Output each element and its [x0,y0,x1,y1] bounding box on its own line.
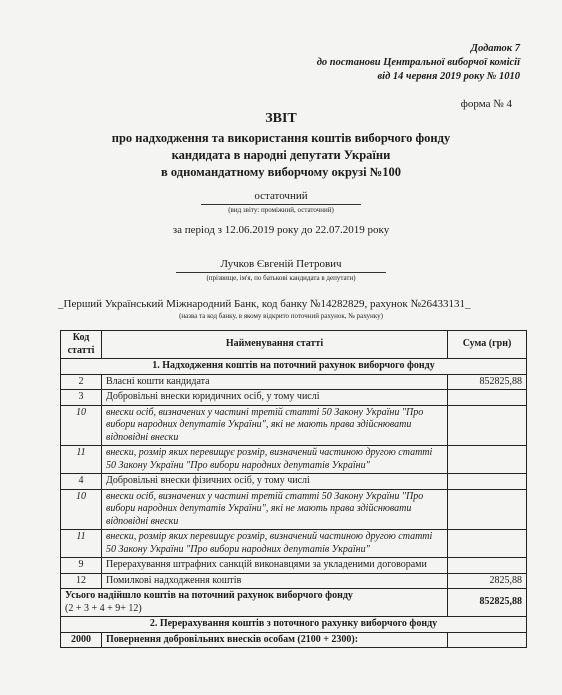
candidate-name: Лучков Євгеній Петрович [220,258,342,270]
candidate-field [0,254,562,283]
row-code: 11 [61,530,102,558]
subtitle-line-3: в одномандатному виборчому окрузі №100 [161,165,401,179]
row-sum [448,530,527,558]
table-row [61,489,527,530]
table-row [61,390,527,406]
row-name: внески осіб, визначених у частині третій статті 50 Закону України "Про вибори народних депутатів України", які не мають права здійснювати відповідні внески [102,489,448,530]
table-row [61,558,527,574]
row-name: Перерахування штрафних санкцій виконавцями за укладеними договорами [102,558,448,574]
header-name: Найменування статті [102,331,448,359]
table-header-row [61,331,527,359]
candidate-underline [176,272,386,273]
row-code: 10 [61,489,102,530]
report-title: ЗВІТ [265,111,297,126]
row-sum [448,446,527,474]
row-code: 2000 [61,632,102,648]
row-name: Добровільні внески фізичних осіб, у тому числі [102,474,448,490]
annex-note [220,42,520,84]
row-code: 2 [61,374,102,390]
row-code: 4 [61,474,102,490]
subtitle-line-2: кандидата в народні депутати України [171,148,391,162]
table-row [61,474,527,490]
bank-details: _Перший Український Міжнародний Банк, код банку №14282829, рахунок №26433131_ [58,298,471,310]
total-sum: 852825,88 [448,589,527,617]
row-name: внески, розмір яких перевищує розмір, визначений частиною другою статті 50 Закону України "Про вибори народних депутатів України" [102,530,448,558]
total-formula: (2 + 3 + 4 + 9+ 12) [65,602,142,614]
row-name: внески, розмір яких перевищує розмір, визначений частиною другою статті 50 Закону України "Про вибори народних депутатів України" [102,446,448,474]
subtitle-line-1: про надходження та використання коштів виборчого фонду [111,131,451,145]
row-sum [448,390,527,406]
total-label-cell [61,589,448,617]
section-2-title: 2. Перерахування коштів з поточного рахунку виборчого фонду [61,617,527,633]
row-name: Власні кошти кандидата [102,374,448,390]
row-sum [448,405,527,446]
row-name: внески осіб, визначених у частині третій статті 50 Закону України "Про вибори народних депутатів України", які не мають права здійснювати відповідні внески [102,405,448,446]
table-row [61,530,527,558]
table-row [61,632,527,648]
header-code: Код статті [61,331,102,359]
row-code: 3 [61,390,102,406]
section-row [61,359,527,375]
candidate-hint: (прізвище, ім'я, по батькові кандидата в депутати) [206,274,356,282]
row-sum [448,558,527,574]
section-1-title: 1. Надходження коштів на поточний рахунок виборчого фонду [61,359,527,375]
form-number: форма № 4 [460,98,512,110]
row-name: Добровільні внески юридичних осіб, у тому числі [102,390,448,406]
row-sum: 2825,88 [448,573,527,589]
table-row [61,374,527,390]
table-row [61,405,527,446]
table-row [61,446,527,474]
annex-line-1: Додаток 7 [470,43,520,54]
row-sum [448,489,527,530]
annex-line-3: від 14 червня 2019 року № 1010 [377,71,520,82]
section-row [61,617,527,633]
row-sum [448,474,527,490]
report-table [60,330,527,648]
report-period: за період з 12.06.2019 року до 22.07.2019 року [172,224,390,236]
row-code: 9 [61,558,102,574]
total-row [61,589,527,617]
report-type-value: остаточний [254,190,308,202]
table-row [61,573,527,589]
bank-hint: (назва та код банку, в якому відкрито поточний рахунок, № рахунку) [179,312,383,320]
row-code: 12 [61,573,102,589]
report-type-hint: (вид звіту: проміжний, остаточний) [228,206,334,214]
row-sum: 852825,88 [448,374,527,390]
row-sum [448,632,527,648]
report-type-underline [201,204,361,205]
annex-line-2: до постанови Центральної виборчої комісії [316,57,520,68]
report-type-field [0,186,562,215]
report-subtitle [0,130,562,181]
header-sum: Сума (грн) [448,331,527,359]
total-label: Усього надійшло коштів на поточний рахунок виборчого фонду [65,590,353,601]
row-code: 11 [61,446,102,474]
row-code: 10 [61,405,102,446]
row-name: Повернення добровільних внесків особам (2100 + 2300): [102,632,448,648]
row-name: Помилкові надходження коштів [102,573,448,589]
